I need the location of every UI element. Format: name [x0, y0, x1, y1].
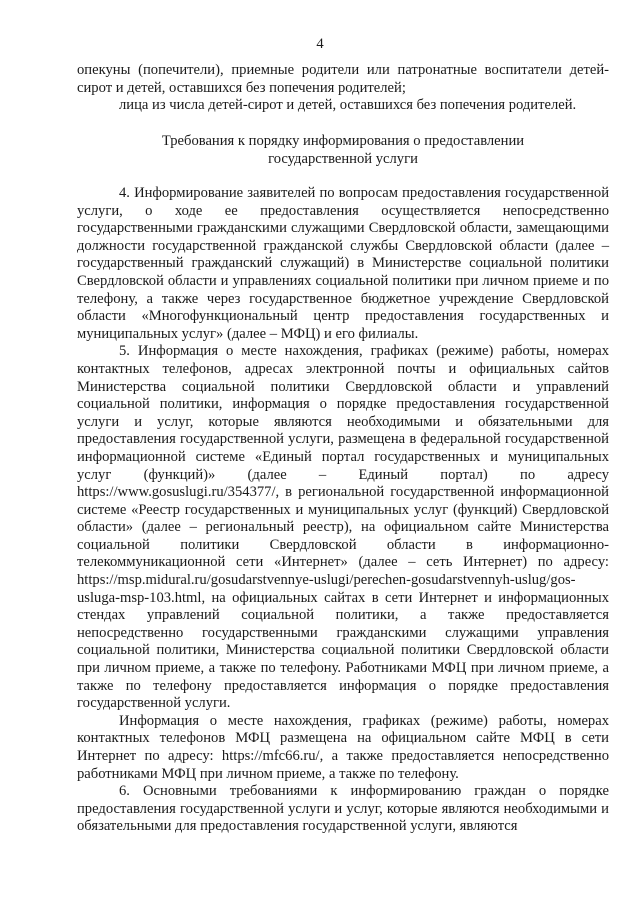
paragraph-6: 6. Основными требованиями к информированию граждан о порядке предоставления государственной услуги и услуг, которые являются необходимыми и обязательными для предоставления государственной услуги, являются	[77, 783, 609, 835]
paragraph-5-mfc: Информация о месте нахождения, графиках (режиме) работы, номерах контактных телефонов МФЦ размещена на официальном сайте МФЦ в сети Интернет по адресу: https://mfc66.ru/, а также предоставляется непосредственно работниками МФЦ при личном приеме, а также по телефону.	[77, 712, 609, 782]
paragraph-4: 4. Информирование заявителей по вопросам предоставления государственной услуги, о ходе ее предоставления осуществляется непосредственно государственными гражданскими служащими Свердловской области, замещающими должности государственной гражданской службы Свердловской области (далее – государственный гражданский служащий) в Министерстве социальной политики Свердловской области и управлениях социальной политики при личном приеме и по телефону, а также через государственное бюджетное учреждение Свердловской области «Многофункциональный центр предоставления государственных и муниципальных услуг» (далее – МФЦ) и его филиалы.	[77, 185, 609, 342]
intro-paragraph-2: лица из числа детей-сирот и детей, оставшихся без попечения родителей.	[119, 97, 577, 114]
intro-block	[77, 62, 609, 115]
section-heading	[77, 133, 609, 168]
page-number: 4	[316, 36, 324, 52]
intro-paragraph-1: опекуны (попечители), приемные родители или патронатные воспитатели детей-сирот и детей, оставшихся без попечения родителей;	[77, 62, 609, 96]
paragraph-5: 5. Информация о месте нахождения, графиках (режиме) работы, номерах контактных телефонов, адресах электронной почты и официальных сайтов Министерства социальной политики Свердловской области и управлений социальной политики, информация о порядке предоставления государственной услуги и услуг, которые являются необходимыми и обязательными для предоставления государственной услуги, размещена в федеральной государственной информационной системе «Единый портал государственных и муниципальных услуг (функций)» (далее – Единый портал) по адресу https://www.gosuslugi.ru/354377/, в региональной государственной информационной системе «Реестр государственных и муниципальных услуг (функций) Свердловской области» (далее – региональный реестр), на официальном сайте Министерства социальной политики Свердловской области в информационно-телекоммуникационной сети «Интернет» (далее – сеть Интернет) по адресу: https://msp.midural.ru/gosudarstvennye-uslugi/perechen-gosudarstvennyh-uslug/gos-usluga-msp-103.html, на официальных сайтах в сети Интернет и информационных стендах управлений социальной политики, а также предоставляется непосредственно государственными гражданскими служащими управления социальной политики, Министерства социальной политики Свердловской области при личном приеме, а также по телефону. Работниками МФЦ при личном приеме, а также по телефону предоставляется информация о порядке предоставления государственной услуги.	[77, 343, 609, 712]
section-heading-line-1: Требования к порядку информирования о предоставлении	[161, 133, 525, 149]
body-text	[77, 185, 609, 836]
section-heading-line-2: государственной услуги	[268, 150, 418, 167]
